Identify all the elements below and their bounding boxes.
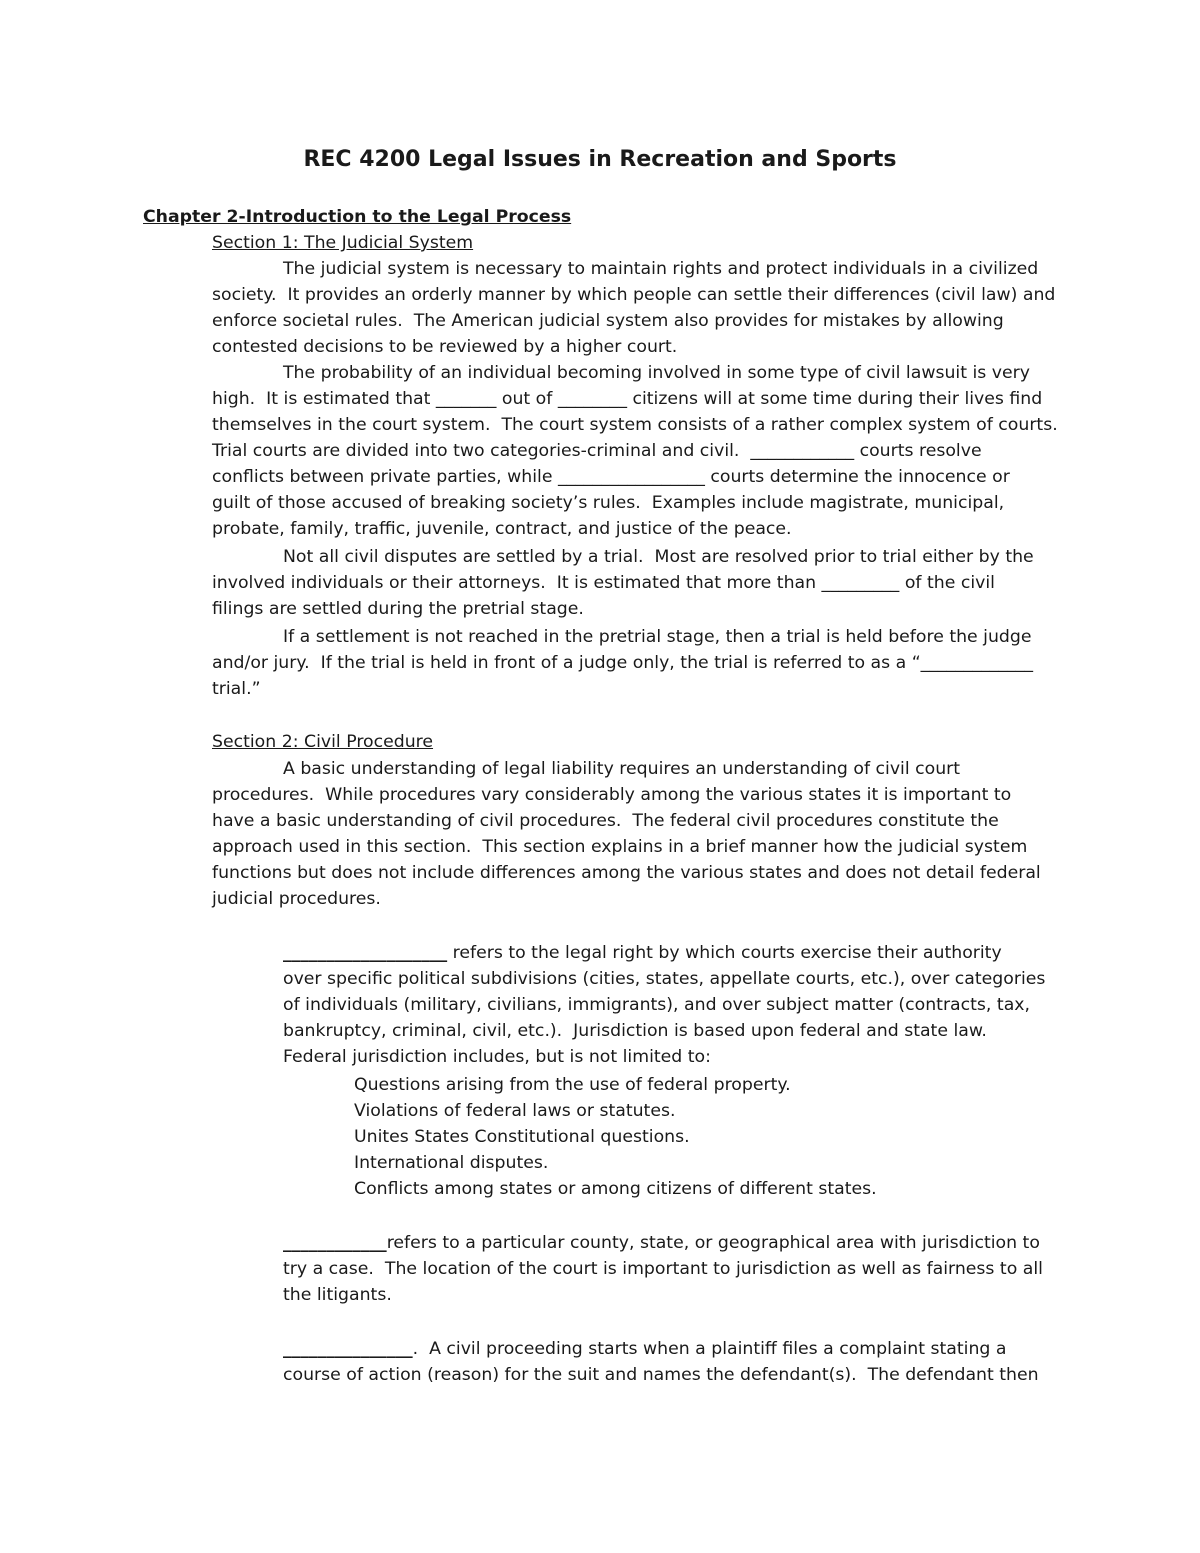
jurisdiction-blank: ___________________ [283,943,448,963]
list-item: Conflicts among states or among citizens of different states. [354,1179,877,1199]
paragraph-line: trial.” [212,679,261,699]
paragraph-line: over specific political subdivisions (cities, states, appellate courts, etc.), over categories [283,969,1046,989]
venue-blank: ____________ [283,1233,387,1253]
paragraph-line: approach used in this section. This section explains in a brief manner how the judicial system [212,837,1028,857]
paragraph-line: Trial courts are divided into two categories-criminal and civil. ____________ courts resolve [212,441,982,461]
paragraph-line: society. It provides an orderly manner by which people can settle their differences (civil law) and [212,285,1056,305]
paragraph-line: course of action (reason) for the suit and names the defendant(s). The defendant then [283,1365,1039,1385]
paragraph-line: procedures. While procedures vary considerably among the various states it is important to [212,785,1012,805]
chapter-heading: Chapter 2-Introduction to the Legal Process [143,207,572,227]
paragraph-line: The judicial system is necessary to maintain rights and protect individuals in a civilized [283,259,1039,279]
list-item: Unites States Constitutional questions. [354,1127,690,1147]
paragraph-line [283,1230,1040,1256]
section-1-heading: Section 1: The Judicial System [212,233,474,253]
paragraph-line: try a case. The location of the court is important to jurisdiction as well as fairness to all [283,1259,1043,1279]
document-title: REC 4200 Legal Issues in Recreation and Sports [303,147,897,172]
section-2-heading: Section 2: Civil Procedure [212,732,434,752]
jurisdiction-text: refers to the legal right by which courts exercise their authority [447,943,1002,963]
paragraph-line: filings are settled during the pretrial stage. [212,599,584,619]
paragraph-line: involved individuals or their attorneys. It is estimated that more than _________ of the civil [212,573,995,593]
venue-text: refers to a particular county, state, or geographical area with jurisdiction to [386,1233,1040,1253]
paragraph-line: Federal jurisdiction includes, but is not limited to: [283,1047,711,1067]
list-item: Questions arising from the use of federal property. [354,1075,791,1095]
paragraph-line: and/or jury. If the trial is held in front of a judge only, the trial is referred to as a “_____________ [212,653,1033,673]
paragraph-line [283,1336,1006,1362]
paragraph-line [283,940,1002,966]
paragraph-line: contested decisions to be reviewed by a higher court. [212,337,678,357]
paragraph-line: guilt of those accused of breaking society’s rules. Examples include magistrate, municipal, [212,493,1005,513]
paragraph-line: have a basic understanding of civil procedures. The federal civil procedures constitute the [212,811,999,831]
paragraph-line: enforce societal rules. The American judicial system also provides for mistakes by allowing [212,311,1004,331]
pleadings-blank: _______________ [283,1339,413,1359]
paragraph-line: The probability of an individual becoming involved in some type of civil lawsuit is very [283,363,1030,383]
paragraph-line: of individuals (military, civilians, immigrants), and over subject matter (contracts, tax, [283,995,1031,1015]
paragraph-line: functions but does not include differences among the various states and does not detail federal [212,863,1041,883]
paragraph-line: themselves in the court system. The court system consists of a rather complex system of courts. [212,415,1058,435]
paragraph-line: high. It is estimated that _______ out of ________ citizens will at some time during their lives find [212,389,1043,409]
paragraph-line: A basic understanding of legal liability requires an understanding of civil court [283,759,961,779]
list-item: International disputes. [354,1153,549,1173]
paragraph-line: conflicts between private parties, while _________________ courts determine the innocence or [212,467,1010,487]
paragraph-line: Not all civil disputes are settled by a trial. Most are resolved prior to trial either by the [283,547,1034,567]
pleadings-text: . A civil proceeding starts when a plaintiff files a complaint stating a [412,1339,1007,1359]
paragraph-line: If a settlement is not reached in the pretrial stage, then a trial is held before the judge [283,627,1032,647]
paragraph-line: judicial procedures. [212,889,381,909]
paragraph-line: probate, family, traffic, juvenile, contract, and justice of the peace. [212,519,792,539]
paragraph-line: the litigants. [283,1285,392,1305]
list-item: Violations of federal laws or statutes. [354,1101,676,1121]
paragraph-line: bankruptcy, criminal, civil, etc.). Jurisdiction is based upon federal and state law. [283,1021,987,1041]
